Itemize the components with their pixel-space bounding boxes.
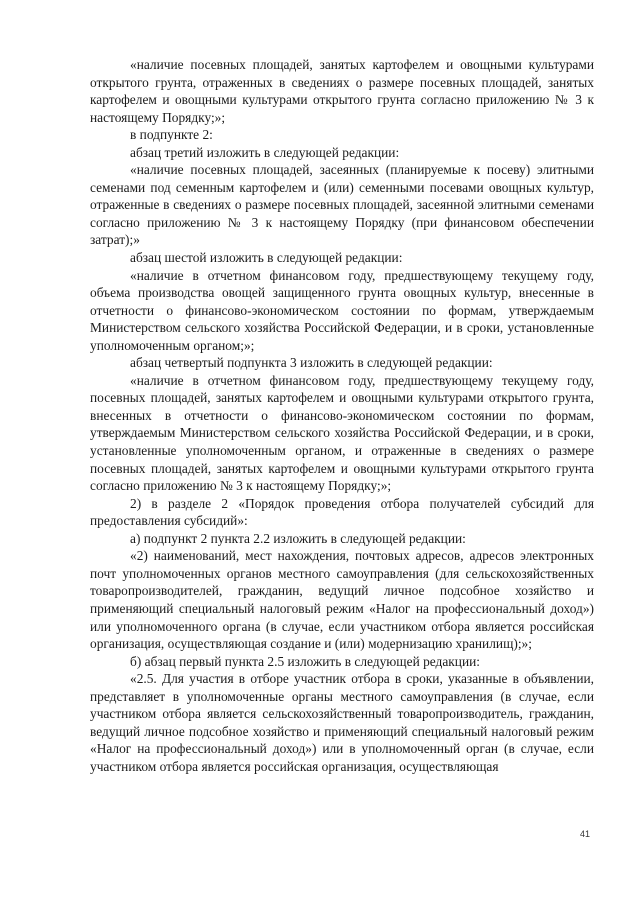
paragraph-2: в подпункте 2: [130,127,213,143]
paragraph-12: б) абзац первый пункта 2.5 изложить в следующей редакции: [130,653,481,669]
paragraph-9: 2) в разделе 2 «Порядок проведения отбора получателей субсидий для предоставления субсидий»: [90,495,594,529]
page-number: 41 [580,829,591,839]
paragraph-11: «2) наименований, мест нахождения, почтовых адресов, адресов электронных почт уполномоченных органов местного самоуправления (для сельскохозяйственных товаропроизводителей, гражданин, ведущий личное подсобное хозяйство и применяющий специальный налоговый режим «Налог на профессиональный доход») или уполномоченного органа (в случае, если участником отбора является российская организация, осуществляющая создание и (или) модернизацию хранилищ);»; [90,548,594,652]
paragraph-7: абзац четвертый подпункта 3 изложить в следующей редакции: [130,355,493,371]
paragraph-10: а) подпункт 2 пункта 2.2 изложить в следующей редакции: [130,530,466,546]
paragraph-5: абзац шестой изложить в следующей редакции: [130,250,403,266]
paragraph-4: «наличие посевных площадей, засеянных (планируемые к посеву) элитными семенами под семенным картофелем и (или) семенными посевами овощных культур, отраженные в сведениях о размере посевных площадей, засеянной элитными семенами согласно приложению № 3 к настоящему Порядку (при финансовом обеспечении затрат);» [90,162,594,248]
document-body [90,56,594,775]
paragraph-8: «наличие в отчетном финансовом году, предшествующему текущему году, посевных площадей, занятых картофелем и овощными культурами открытого грунта, внесенных в отчетности о финансово-экономическом состоянии по формам, утверждаемым Министерством сельского хозяйства Российской Федерации, и в сроки, установленные уполномоченным органом, и отраженные в сведениях о размере посевных площадей, занятых картофелем и овощными культурами открытого грунта согласно приложению № 3 к настоящему Порядку;»; [90,372,594,494]
paragraph-1: «наличие посевных площадей, занятых картофелем и овощными культурами открытого грунта, отраженных в сведениях о размере посевных площадей, занятых картофелем и овощными культурами открытого грунта согласно приложению № 3 к настоящему Порядку;»; [90,57,594,125]
paragraph-6: «наличие в отчетном финансовом году, предшествующему текущему году, объема производства овощей защищенного грунта овощных культур, внесенные в отчетности о финансово-экономическом состоянии по формам, утверждаемым Министерством сельского хозяйства Российской Федерации, и в сроки, установленные уполномоченным органом;»; [90,267,594,353]
paragraph-3: абзац третий изложить в следующей редакции: [130,144,400,160]
paragraph-13: «2.5. Для участия в отборе участник отбора в сроки, указанные в объявлении, представляет в уполномоченные органы местного самоуправления (в случае, если участником отбора является сельскохозяйственный товаропроизводитель, гражданин, ведущий личное подсобное хозяйство и применяющий специальный налоговый режим «Налог на профессиональный доход») или в уполномоченный орган (в случае, если участником отбора является российская организация, осуществляющая [90,671,594,774]
